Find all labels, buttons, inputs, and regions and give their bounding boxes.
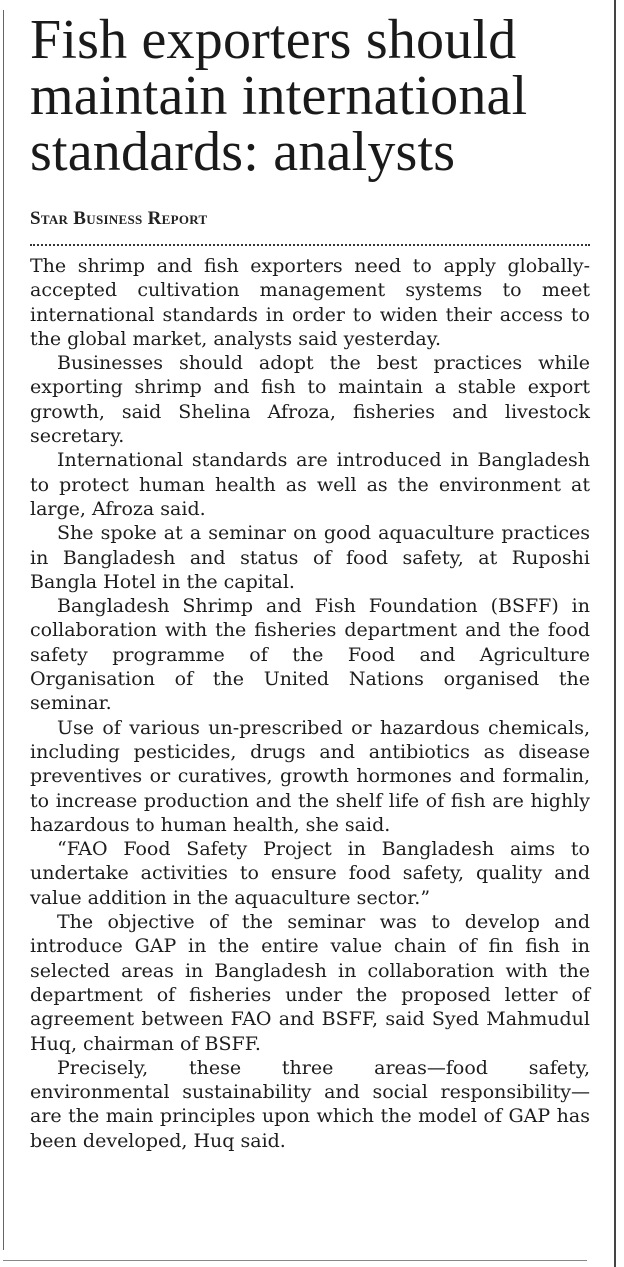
dotted-separator [30,244,590,246]
paragraph: International standards are introduced in Bangladesh to protect human health as well as the environment at large, Afroza said. [30,449,590,520]
bottom-rule [3,1260,587,1261]
paragraph: Use of various un-prescribed or hazardous chemicals, including pesticides, drugs and antibiotics as disease preventives or curatives, growth hormones and formalin, to increase production and the shelf life of fish are highly hazardous to human health, she said. [30,716,590,836]
paragraph: Bangladesh Shrimp and Fish Foundation (BSFF) in collaboration with the fisheries department and the food safety programme of the Food and Agriculture Organisation of the United Nations organised the seminar. [30,595,590,715]
paragraph: Precisely, these three areas—food safety, environmental sustainability and social responsibility—are the main principles upon which the model of GAP has been developed, Huq said. [30,1056,590,1152]
paragraph: She spoke at a seminar on good aquaculture practices in Bangladesh and status of food safety, at Ruposhi Bangla Hotel in the capital. [30,522,590,593]
headline: Fish exporters should maintain international standards: analysts [30,9,528,183]
article-body [30,254,590,1153]
left-column-rule [3,10,4,1250]
article [30,9,590,1153]
paragraph: The shrimp and fish exporters need to apply globally-accepted cultivation management systems to meet international standards in order to widen their access to the global market, analysts said yesterday. [30,255,590,350]
byline: Star Business Report [30,208,208,229]
paragraph: The objective of the seminar was to develop and introduce GAP in the entire value chain of fin fish in selected areas in Bangladesh in collaboration with the department of fisheries under the proposed letter of agreement between FAO and BSFF, said Syed Mahmudul Huq, chairman of BSFF. [30,911,590,1055]
paragraph: “FAO Food Safety Project in Bangladesh aims to undertake activities to ensure food safety, quality and value addition in the aquaculture sector.” [30,838,590,909]
right-column-rule [614,0,616,1267]
paragraph: Businesses should adopt the best practices while exporting shrimp and fish to maintain a stable export growth, said Shelina Afroza, fisheries and livestock secretary. [30,352,590,448]
